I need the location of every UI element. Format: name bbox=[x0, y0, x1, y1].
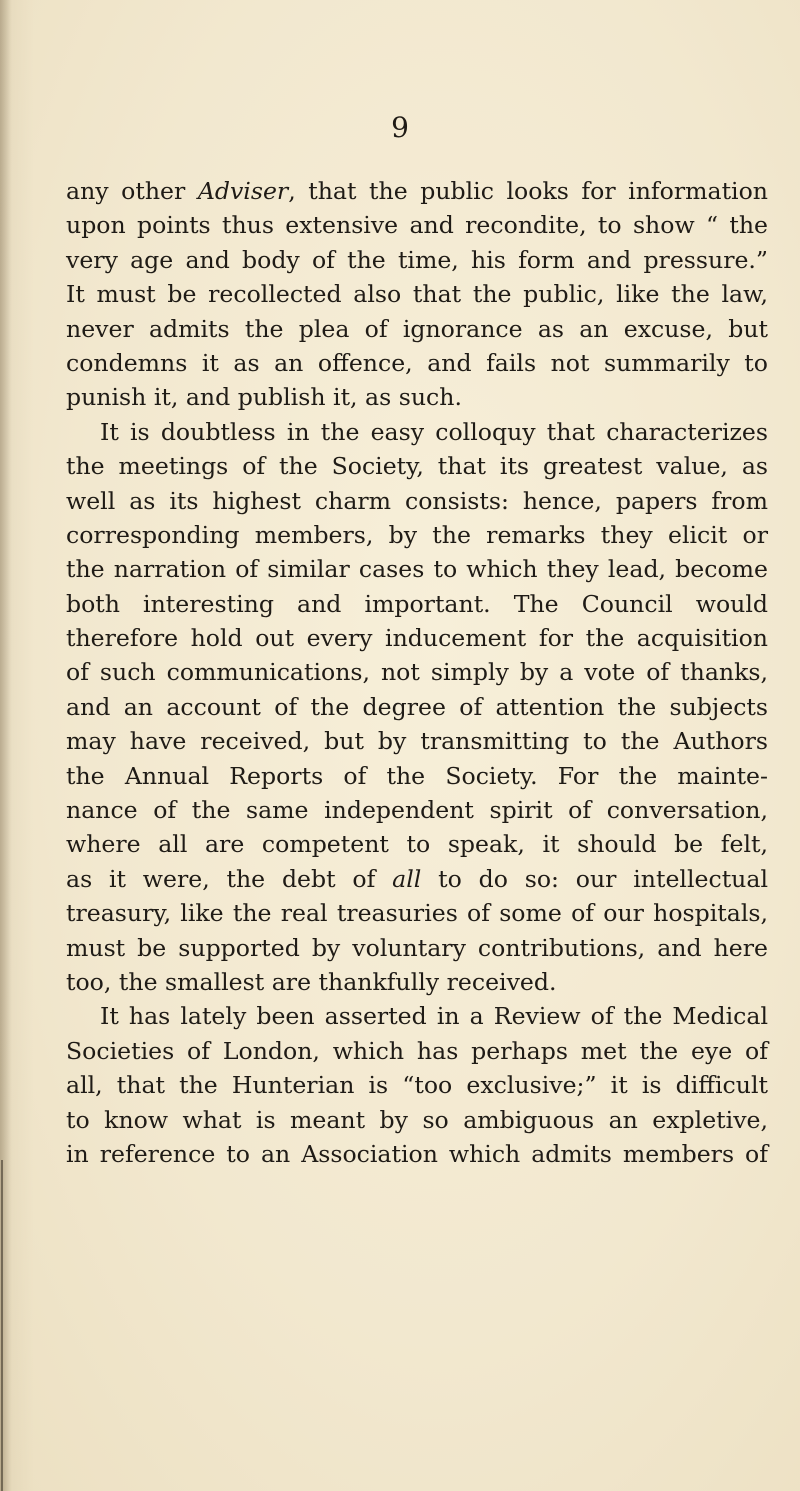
text-line: upon points thus extensive and recondite, to show “ the bbox=[66, 211, 768, 240]
text-line: the meetings of the Society, that its greatest value, as bbox=[66, 452, 768, 481]
text-line: in reference to an Association which admits members of bbox=[66, 1139, 768, 1168]
text-line: and an account of the degree of attention the subjects bbox=[66, 692, 768, 721]
paragraph-start-line: It is doubtless in the easy colloquy that characterizes bbox=[100, 417, 768, 446]
text-line: both interesting and important. The Council would bbox=[66, 589, 768, 618]
italic-term: Adviser bbox=[197, 177, 289, 205]
text-line: too, the smallest are thankfully received. bbox=[66, 967, 557, 996]
text-line: punish it, and publish it, as such. bbox=[66, 383, 462, 412]
binding-edge bbox=[1, 1160, 3, 1491]
text-line: never admits the plea of ignorance as an excuse, but bbox=[66, 314, 768, 343]
text-line: Societies of London, which has perhaps met the eye of bbox=[66, 1036, 768, 1065]
text-line: of such communications, not simply by a vote of thanks, bbox=[66, 658, 768, 687]
text-line: the Annual Reports of the Society. For the mainte- bbox=[66, 761, 768, 790]
text-line: as it were, the debt of all to do so: our intellectual bbox=[66, 864, 768, 893]
text-line: to know what is meant by so ambiguous an expletive, bbox=[66, 1105, 768, 1134]
italic-term: all bbox=[392, 864, 422, 893]
text-line: It must be recollected also that the public, like the law, bbox=[66, 280, 768, 309]
text-line: condemns it as an offence, and fails not summarily to bbox=[66, 348, 768, 377]
text-line: where all are competent to speak, it should be felt, bbox=[66, 830, 768, 859]
text-line: may have received, but by transmitting to the Authors bbox=[66, 727, 768, 756]
text-line: nance of the same independent spirit of conversation, bbox=[66, 796, 768, 825]
body-text bbox=[66, 174, 768, 1171]
text-line: treasury, like the real treasuries of some of our hospitals, bbox=[66, 899, 768, 928]
text-line: well as its highest charm consists: hence, papers from bbox=[66, 486, 768, 515]
text-line: therefore hold out every inducement for the acquisition bbox=[66, 624, 768, 653]
paragraph-start-line: It has lately been asserted in a Review of the Medical bbox=[100, 1002, 768, 1031]
text-line: must be supported by voluntary contributions, and here bbox=[66, 933, 768, 962]
text-line: very age and body of the time, his form and pressure.” bbox=[66, 245, 768, 274]
text-line: any other Adviser, that the public looks for information bbox=[66, 177, 768, 205]
page-number: 9 bbox=[391, 111, 409, 144]
text-line: all, that the Hunterian is “too exclusive;” it is difficult bbox=[66, 1071, 768, 1100]
text-line: corresponding members, by the remarks they elicit or bbox=[66, 520, 768, 549]
text-line: the narration of similar cases to which they lead, become bbox=[66, 555, 768, 584]
